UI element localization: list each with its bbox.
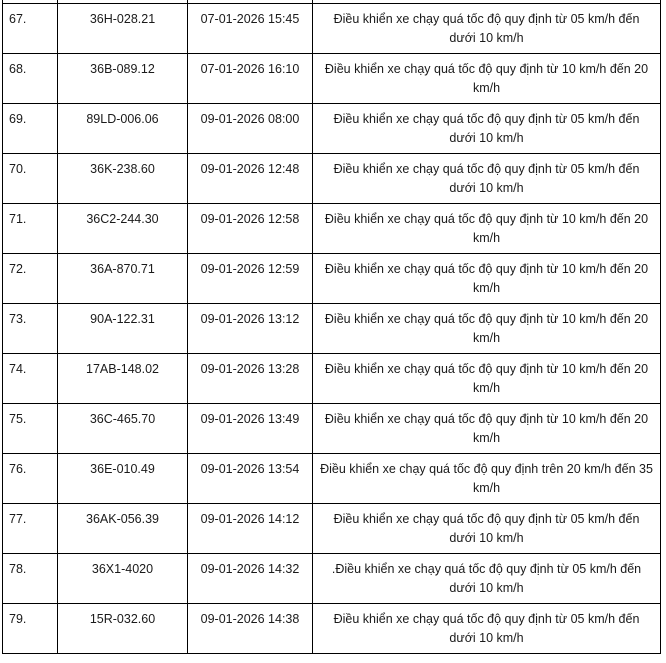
license-plate: 17AB-148.02 (58, 353, 188, 403)
violation-description: Điều khiển xe chạy quá tốc độ quy định từ 05 km/h đến dưới 10 km/h (313, 603, 661, 653)
row-number: 77. (3, 503, 58, 553)
row-number: 71. (3, 203, 58, 253)
table-row (3, 403, 661, 453)
license-plate: 36E-010.49 (58, 453, 188, 503)
license-plate: 90A-122.31 (58, 303, 188, 353)
table-row (3, 3, 661, 53)
row-number: 67. (3, 3, 58, 53)
table-row (3, 153, 661, 203)
violation-datetime: 09-01-2026 13:54 (188, 453, 313, 503)
table-row (3, 103, 661, 153)
violation-description: Điều khiển xe chạy quá tốc độ quy định từ 05 km/h đến dưới 10 km/h (313, 153, 661, 203)
table-row (3, 503, 661, 553)
license-plate: 89LD-006.06 (58, 103, 188, 153)
violation-datetime: 09-01-2026 14:32 (188, 553, 313, 603)
table-row (3, 353, 661, 403)
violation-description: Điều khiển xe chạy quá tốc độ quy định từ 10 km/h đến 20 km/h (313, 353, 661, 403)
row-number: 78. (3, 553, 58, 603)
row-number: 73. (3, 303, 58, 353)
violation-datetime: 07-01-2026 16:10 (188, 53, 313, 103)
license-plate: 36X1-4020 (58, 553, 188, 603)
row-number: 74. (3, 353, 58, 403)
license-plate: 36A-870.71 (58, 253, 188, 303)
table-row (3, 453, 661, 503)
violation-datetime: 09-01-2026 13:12 (188, 303, 313, 353)
violation-table (2, 0, 661, 654)
violation-datetime: 09-01-2026 14:12 (188, 503, 313, 553)
table-row (3, 553, 661, 603)
row-number: 72. (3, 253, 58, 303)
row-number: 75. (3, 403, 58, 453)
violation-description: Điều khiển xe chạy quá tốc độ quy định từ 05 km/h đến dưới 10 km/h (313, 503, 661, 553)
table-row (3, 303, 661, 353)
violation-description: Điều khiển xe chạy quá tốc độ quy định từ 10 km/h đến 20 km/h (313, 203, 661, 253)
violation-description: Điều khiển xe chạy quá tốc độ quy định từ 10 km/h đến 20 km/h (313, 53, 661, 103)
violation-datetime: 09-01-2026 12:48 (188, 153, 313, 203)
table-row (3, 203, 661, 253)
license-plate: 36H-028.21 (58, 3, 188, 53)
violation-description: Điều khiển xe chạy quá tốc độ quy định từ 10 km/h đến 20 km/h (313, 253, 661, 303)
violation-datetime: 09-01-2026 08:00 (188, 103, 313, 153)
violation-datetime: 09-01-2026 12:58 (188, 203, 313, 253)
violation-datetime: 09-01-2026 13:28 (188, 353, 313, 403)
violation-description: Điều khiển xe chạy quá tốc độ quy định từ 10 km/h đến 20 km/h (313, 403, 661, 453)
violation-description: Điều khiển xe chạy quá tốc độ quy định từ 05 km/h đến dưới 10 km/h (313, 103, 661, 153)
license-plate: 36C-465.70 (58, 403, 188, 453)
license-plate: 15R-032.60 (58, 603, 188, 653)
violation-datetime: 07-01-2026 15:45 (188, 3, 313, 53)
license-plate: 36B-089.12 (58, 53, 188, 103)
row-number: 68. (3, 53, 58, 103)
row-number: 70. (3, 153, 58, 203)
license-plate: 36K-238.60 (58, 153, 188, 203)
violation-description: Điều khiển xe chạy quá tốc độ quy định từ 10 km/h đến 20 km/h (313, 303, 661, 353)
table-row (3, 253, 661, 303)
table-row (3, 603, 661, 653)
violation-datetime: 09-01-2026 12:59 (188, 253, 313, 303)
license-plate: 36AK-056.39 (58, 503, 188, 553)
table-row (3, 53, 661, 103)
row-number: 79. (3, 603, 58, 653)
violation-description: Điều khiển xe chạy quá tốc độ quy định từ 05 km/h đến dưới 10 km/h (313, 3, 661, 53)
violation-description: Điều khiển xe chạy quá tốc độ quy định trên 20 km/h đến 35 km/h (313, 453, 661, 503)
violation-description: .Điều khiển xe chạy quá tốc độ quy định từ 05 km/h đến dưới 10 km/h (313, 553, 661, 603)
violation-datetime: 09-01-2026 13:49 (188, 403, 313, 453)
license-plate: 36C2-244.30 (58, 203, 188, 253)
row-number: 76. (3, 453, 58, 503)
violation-datetime: 09-01-2026 14:38 (188, 603, 313, 653)
row-number: 69. (3, 103, 58, 153)
